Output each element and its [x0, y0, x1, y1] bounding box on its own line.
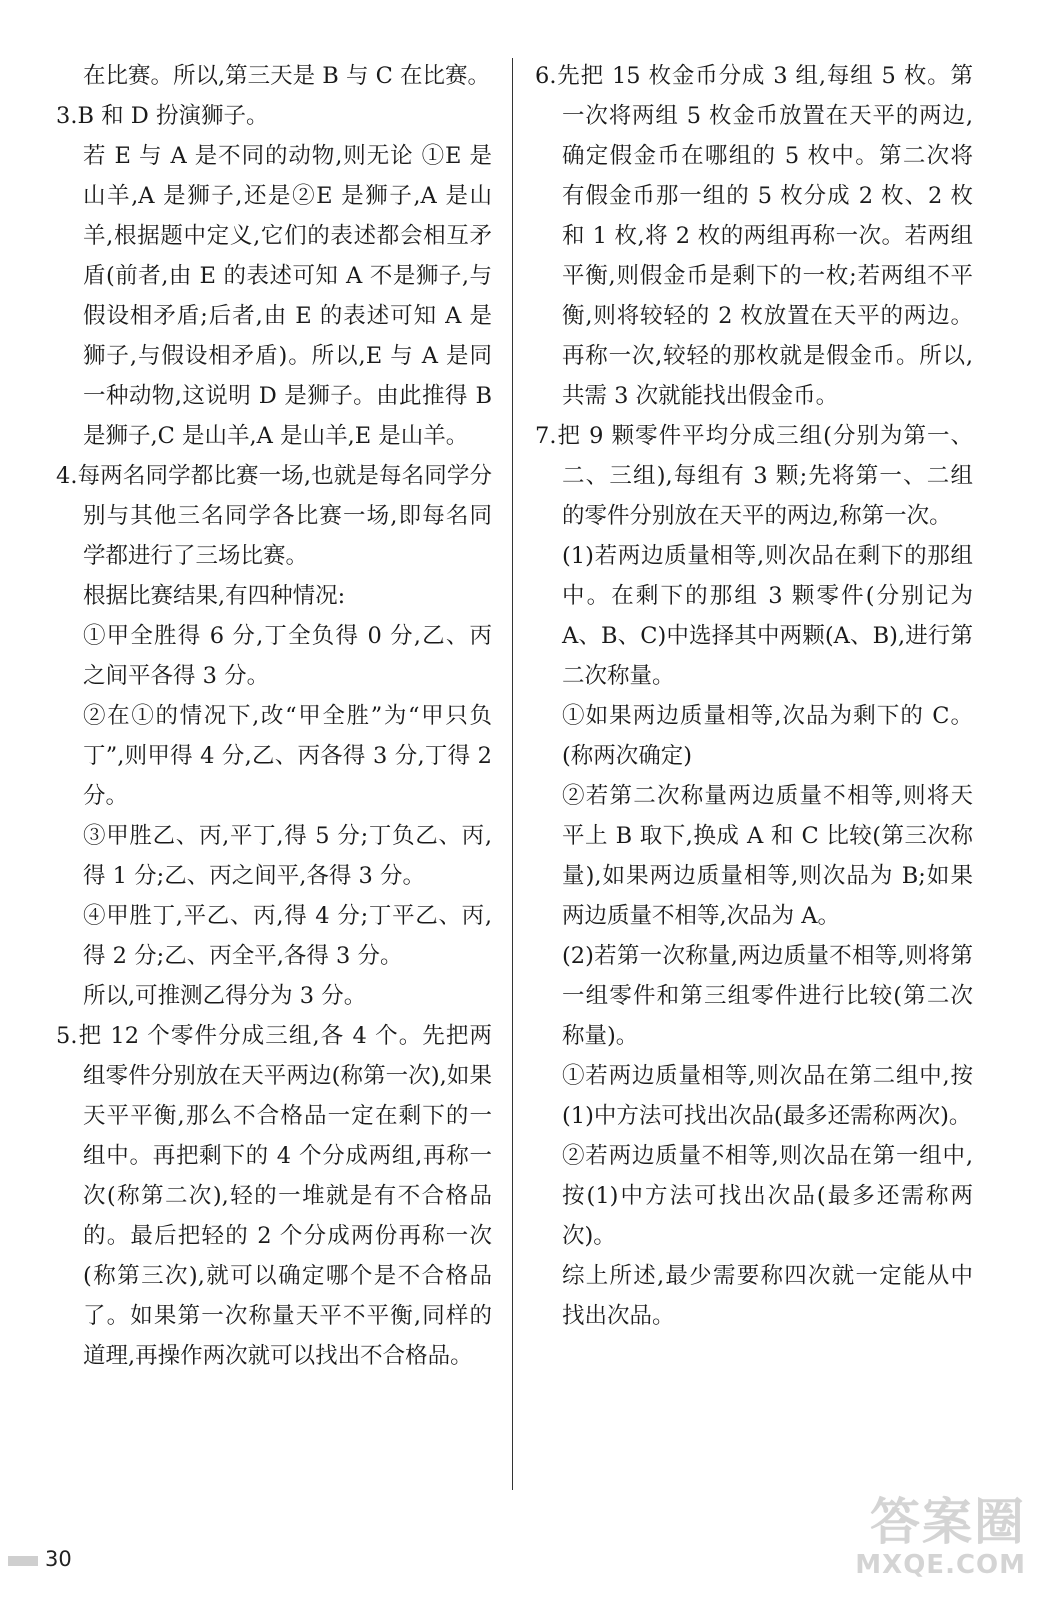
answer-7: 7.把 9 颗零件平均分成三组(分别为第一、二、三组),每组有 3 颗;先将第一、二组的零件分别放在天平的两边,称第一次。 [535, 423, 973, 529]
paragraph: ①甲全胜得 6 分,丁全负得 0 分,乙、丙之间平各得 3 分。 [83, 623, 492, 689]
paragraph: 根据比赛结果,有四种情况: [83, 583, 346, 609]
answer-6: 6.先把 15 枚金币分成 3 组,每组 5 枚。第一次将两组 5 枚金币放置在天平的两边,确定假金币在哪组的 5 枚中。第二次将有假金币那一组的 5 枚分成 2 枚、2 枚和 1 枚,将 2 枚的两组再称一次。若两组平衡,则假金币是剩下的一枚;若两组不平衡,则将较轻的 2 枚放置在天平的两边。再称一次,较轻的那枚就是假金币。所以,共需 3 次就能找出假金币。 [535, 63, 973, 409]
paragraph: ①若两边质量相等,则次品在第二组中,按(1)中方法可找出次品(最多还需称两次)。 [562, 1063, 973, 1129]
paragraph: ③甲胜乙、丙,平丁,得 5 分;丁负乙、丙,得 1 分;乙、丙之间平,各得 3 分。 [83, 823, 492, 889]
watermark-logo: 答案圈 [870, 1493, 1026, 1551]
paragraph: 综上所述,最少需要称四次就一定能从中找出次品。 [562, 1263, 973, 1329]
paragraph: 若 E 与 A 是不同的动物,则无论 ①E 是山羊,A 是狮子,还是②E 是狮子,A 是山羊,根据题中定义,它们的表述都会相互矛盾(前者,由 E 的表述可知 A 不是狮子,与假设相矛盾;后者,由 E 的表述可知 A 是狮子,与假设相矛盾)。所以,E 与 A 是同一种动物,这说明 D 是狮子。由此推得 B 是狮子,C 是山羊,A 是山羊,E 是山羊。 [83, 143, 492, 449]
paragraph: 在比赛。所以,第三天是 B 与 C 在比赛。 [83, 63, 491, 89]
watermark-url: MXQE.COM [855, 1550, 1026, 1580]
paragraph: (2)若第一次称量,两边质量不相等,则将第一组零件和第三组零件进行比较(第二次称量)。 [562, 943, 973, 1049]
answer-4: 4.每两名同学都比赛一场,也就是每名同学分别与其他三名同学各比赛一场,即每名同学都进行了三场比赛。 [56, 463, 492, 569]
paragraph: ④甲胜丁,平乙、丙,得 4 分;丁平乙、丙,得 2 分;乙、丙全平,各得 3 分。 [83, 903, 492, 969]
right-column [535, 56, 973, 1336]
paragraph: ②若第二次称量两边质量不相等,则将天平上 B 取下,换成 A 和 C 比较(第三次称量),如果两边质量相等,则次品为 B;如果两边质量不相等,次品为 A。 [562, 783, 973, 929]
paragraph: ②在①的情况下,改“甲全胜”为“甲只负丁”,则甲得 4 分,乙、丙各得 3 分,丁得 2 分。 [83, 703, 492, 809]
page-marker-bar [8, 1556, 38, 1566]
answer-3: 3.B 和 D 扮演狮子。 [56, 103, 269, 129]
paragraph: ①如果两边质量相等,次品为剩下的 C。(称两次确定) [562, 703, 973, 769]
left-column [56, 56, 492, 1376]
column-divider [512, 58, 513, 1490]
answer-5: 5.把 12 个零件分成三组,各 4 个。先把两组零件分别放在天平两边(称第一次),如果天平平衡,那么不合格品一定在剩下的一组中。再把剩下的 4 个分成两组,再称一次(称第二次),轻的一堆就是有不合格品的。最后把轻的 2 个分成两份再称一次(称第三次),就可以确定哪个是不合格品了。如果第一次称量天平不平衡,同样的道理,再操作两次就可以找出不合格品。 [56, 1023, 492, 1369]
paragraph: (1)若两边质量相等,则次品在剩下的那组中。在剩下的那组 3 颗零件(分别记为 A、B、C)中选择其中两颗(A、B),进行第二次称量。 [562, 543, 973, 689]
watermark [836, 1494, 1026, 1590]
page-number: 30 [45, 1547, 72, 1571]
paragraph: 所以,可推测乙得分为 3 分。 [83, 983, 367, 1009]
paragraph: ②若两边质量不相等,则次品在第一组中,按(1)中方法可找出次品(最多还需称两次)。 [562, 1143, 973, 1249]
